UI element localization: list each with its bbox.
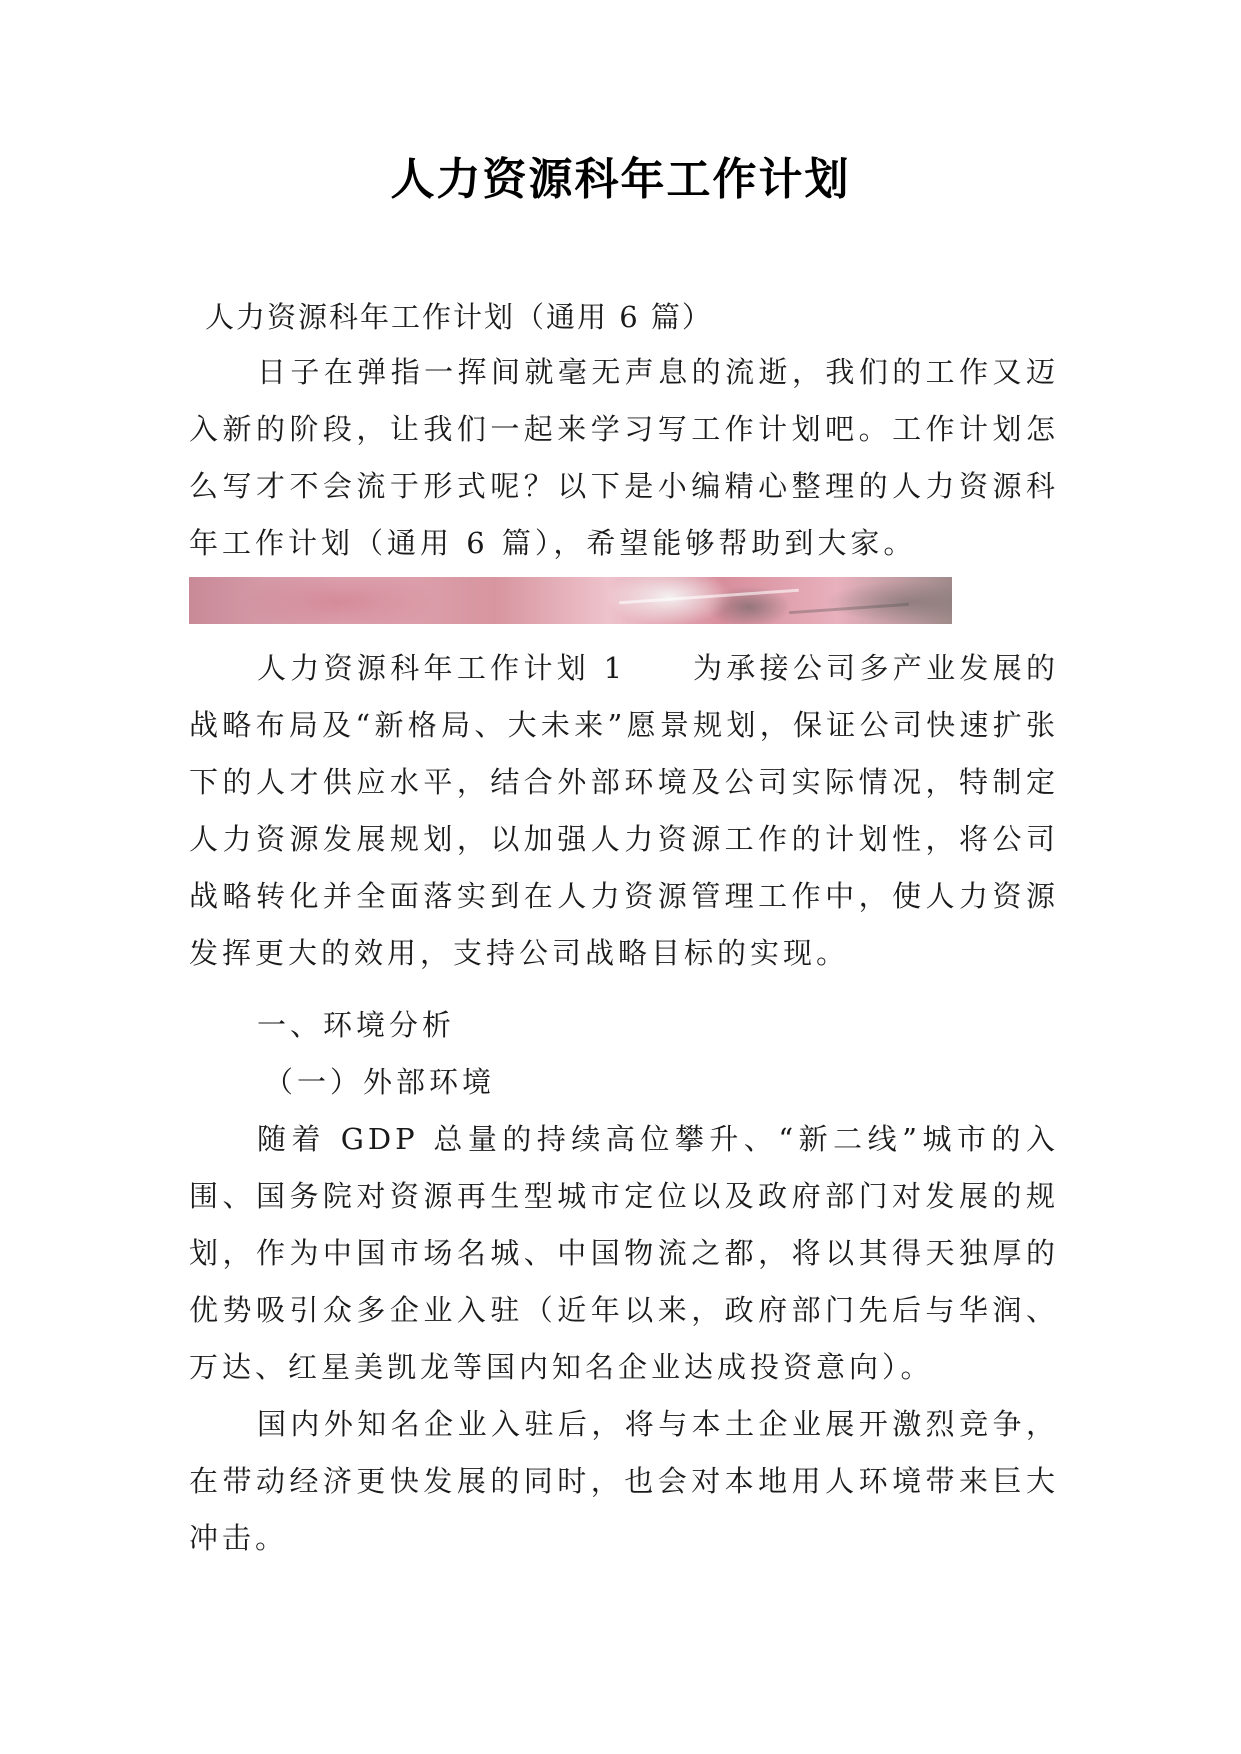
decorative-banner-image [189,577,952,624]
impact-paragraph: 国内外知名企业入驻后，将与本土企业展开激烈竞争，在带动经济更快发展的同时，也会对本地用人环境带来巨大冲击。 [189,1407,1059,1555]
intro-paragraph: 日子在弹指一挥间就毫无声息的流逝，我们的工作又迈入新的阶段，让我们一起来学习写工作计划吧。工作计划怎么写才不会流于形式呢？以下是小编精心整理的人力资源科年工作计划（通用 6 篇），希望能够帮助到大家。 [189,355,1059,560]
section-heading-environment-analysis: 一、环境分析 [257,1008,456,1042]
document-title: 人力资源科年工作计划 [390,154,851,205]
external-environment-paragraph: 随着 GDP 总量的持续高位攀升、“新二线”城市的入围、国务院对资源再生型城市定位以及政府部门对发展的规划，作为中国市场名城、中国物流之都，将以其得天独厚的优势吸引众多企业入驻（近年以来，政府部门先后与华润、万达、红星美凯龙等国内知名企业达成投资意向）。 [189,1122,1059,1384]
section1-paragraph: 人力资源科年工作计划 1 为承接公司多产业发展的战略布局及“新格局、大未来”愿景规划，保证公司快速扩张下的人才供应水平，结合外部环境及公司实际情况，特制定人力资源发展规划，以加强人力资源工作的计划性，将公司战略转化并全面落实到在人力资源管理工作中，使人力资源发挥更大的效用，支持公司战略目标的实现。 [189,651,1059,970]
subsection-heading-external-environment: （一）外部环境 [264,1065,496,1099]
document-subtitle: 人力资源科年工作计划（通用 6 篇） [205,300,713,334]
